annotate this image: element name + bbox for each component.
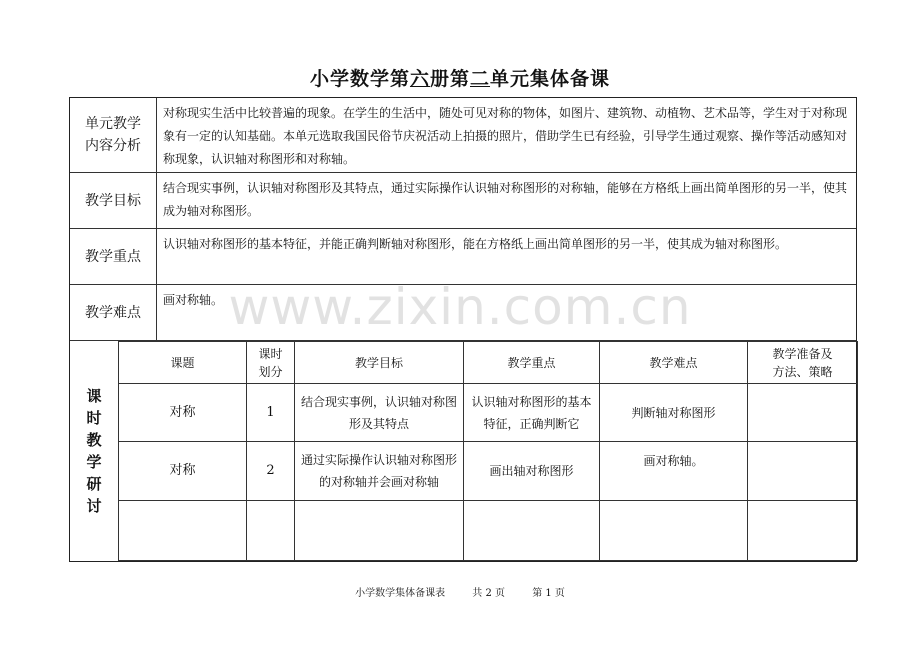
header-goal: 教学目标 bbox=[295, 342, 464, 384]
row-teaching-goal bbox=[70, 173, 856, 229]
table-header-row bbox=[119, 342, 858, 384]
header-key: 教学重点 bbox=[464, 342, 600, 384]
label-teaching-goal: 教学目标 bbox=[70, 173, 157, 228]
lesson-plan-form bbox=[69, 97, 857, 562]
side-label-lesson-discussion bbox=[70, 341, 119, 561]
cell-difficulty: 判断轴对称图形 bbox=[600, 384, 748, 442]
footer-doc-name: 小学数学集体备课表 bbox=[355, 588, 446, 599]
label-difficulty: 教学难点 bbox=[70, 285, 157, 340]
title-grade: 六 bbox=[409, 68, 430, 90]
side-char: 研 bbox=[86, 475, 102, 493]
header-prep bbox=[748, 342, 858, 384]
row-unit-analysis bbox=[70, 98, 856, 173]
header-prep-line-1: 教学准备及 bbox=[772, 346, 833, 361]
cell-goal: 结合现实事例，认识轴对称图形及其特点 bbox=[295, 384, 464, 442]
footer-total-pages: 共 2 页 bbox=[472, 588, 505, 599]
cell-goal bbox=[295, 500, 464, 560]
cell-goal: 通过实际操作认识轴对称图形的对称轴并会画对称轴 bbox=[295, 442, 464, 500]
row-key-point bbox=[70, 229, 856, 285]
cell-prep bbox=[748, 442, 858, 500]
text-difficulty: 画对称轴。 bbox=[163, 293, 224, 307]
cell-key bbox=[464, 500, 600, 560]
text-unit-analysis: 对称现实生活中比较普遍的现象。在学生的生活中，随处可见对称的物体，如图片、建筑物、动植物、艺术品等，学生对于对称现象有一定的认知基础。本单元选取我国民俗节庆祝活动上拍摄的照片，借助学生已有经验，引导学生通过观察、操作等活动感知对称现象，认识轴对称图形和对称轴。 bbox=[163, 106, 848, 166]
label-line-1: 单元教学 bbox=[85, 116, 141, 132]
header-topic: 课题 bbox=[119, 342, 247, 384]
cell-key: 认识轴对称图形的基本特征，正确判断它 bbox=[464, 384, 600, 442]
label-line-2: 内容分析 bbox=[85, 138, 141, 154]
side-char: 讨 bbox=[86, 497, 102, 515]
title-text-1: 小学数学第 bbox=[309, 68, 410, 90]
title-unit: 二 bbox=[470, 68, 491, 90]
cell-topic bbox=[119, 500, 247, 560]
cell-key: 画出轴对称图形 bbox=[464, 442, 600, 500]
label-key-point: 教学重点 bbox=[70, 229, 157, 284]
cell-topic: 对称 bbox=[119, 384, 247, 442]
side-char: 课 bbox=[86, 387, 102, 405]
cell-period: 2 bbox=[247, 442, 295, 500]
table-row bbox=[119, 384, 858, 442]
text-teaching-goal: 结合现实事例，认识轴对称图形及其特点，通过实际操作认识轴对称图形的对称轴，能够在方格纸上画出简单图形的另一半，使其成为轴对称图形。 bbox=[163, 181, 848, 218]
header-period-line-2: 划分 bbox=[258, 364, 283, 379]
text-key-point: 认识轴对称图形的基本特征，并能正确判断轴对称图形，能在方格纸上画出简单图形的另一半，使其成为轴对称图形。 bbox=[163, 237, 788, 251]
header-prep-line-2: 方法、策略 bbox=[772, 364, 833, 379]
lesson-table bbox=[118, 341, 858, 561]
table-row bbox=[119, 500, 858, 560]
header-period bbox=[247, 342, 295, 384]
side-char: 教 bbox=[86, 431, 102, 449]
cell-prep bbox=[748, 384, 858, 442]
title-text-3: 单元集体备课 bbox=[490, 68, 611, 90]
cell-topic: 对称 bbox=[119, 442, 247, 500]
header-period-line-1: 课时 bbox=[258, 346, 283, 361]
cell-period: 1 bbox=[247, 384, 295, 442]
cell-period bbox=[247, 500, 295, 560]
side-char: 时 bbox=[86, 409, 102, 427]
page-footer bbox=[0, 584, 920, 599]
cell-prep bbox=[748, 500, 858, 560]
cell-difficulty: 画对称轴。 bbox=[600, 442, 748, 500]
header-difficulty: 教学难点 bbox=[600, 342, 748, 384]
watermark: www.zixin.com.cn bbox=[228, 278, 692, 336]
footer-page-number: 第 1 页 bbox=[532, 588, 565, 599]
row-difficulty bbox=[70, 285, 856, 341]
side-char: 学 bbox=[86, 453, 102, 471]
label-unit-analysis bbox=[70, 98, 157, 172]
cell-difficulty bbox=[600, 500, 748, 560]
page-title bbox=[0, 64, 920, 91]
table-row bbox=[119, 442, 858, 500]
title-text-2: 册第 bbox=[429, 68, 470, 90]
